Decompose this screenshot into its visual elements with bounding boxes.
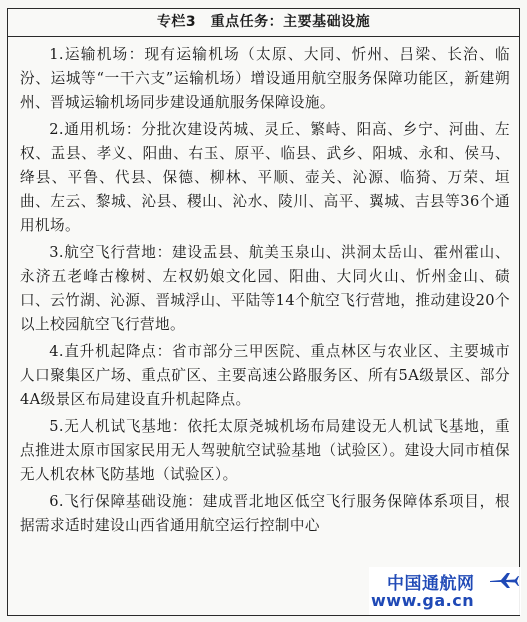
watermark-title: 中国通航网: [387, 574, 475, 594]
paragraph-general-airports: 2.通用机场：分批次建设芮城、灵丘、繁峙、阳高、乡宁、河曲、左权、盂县、孝义、阳曲、右玉、原平、临县、武乡、阳城、永和、侯马、绛县、平鲁、代县、保德、柳林、平顺、壶关、沁源、临猗、万荣、垣曲、左云、黎城、沁县、稷山、沁水、陵川、高平、翼城、吉县等36个通用机场。: [20, 121, 510, 234]
airplane-icon: [489, 571, 519, 589]
column-header: [8, 9, 519, 37]
paragraph-flight-camps: 3.航空飞行营地：建设盂县、航美玉泉山、洪洞太岳山、霍州霍山、永济五老峰古橡树、左权奶娘文化园、阳曲、大同火山、忻州金山、碛口、云竹湖、沁源、晋城浮山、平陆等14个航空飞行营地，推动建设20个以上校园航空飞行营地。: [20, 244, 510, 333]
column-body: [8, 37, 519, 538]
paragraph-helipads: 4.直升机起降点：省市部分三甲医院、重点林区与农业区、主要城市人口聚集区广场、重点矿区、主要高速公路服务区、所有5A级景区、部分4A级景区布局建设直升机起降点。: [20, 343, 510, 408]
column-title: 专栏3 重点任务：主要基础设施: [156, 14, 371, 30]
task-column-box: [7, 8, 520, 616]
site-watermark: [369, 567, 521, 615]
paragraph-flight-support: 6.飞行保障基础设施：建成晋北地区低空飞行服务保障体系项目，根据需求适时建设山西省通用航空运行控制中心: [20, 493, 510, 534]
paragraph-drone-bases: 5.无人机试飞基地：依托太原尧城机场布局建设无人机试飞基地，重点推进太原市国家民用无人驾驶航空试验基地（试验区）。建设大同市植保无人机农林飞防基地（试验区）。: [20, 418, 510, 483]
paragraph-transport-airports: 1.运输机场：现有运输机场（太原、大同、忻州、吕梁、长治、临汾、运城等“一干六支”运输机场）增设通用航空服务保障功能区，新建朔州、晋城运输机场同步建设通航服务保障设施。: [20, 46, 510, 111]
watermark-url: www.ga.cn: [371, 591, 475, 610]
